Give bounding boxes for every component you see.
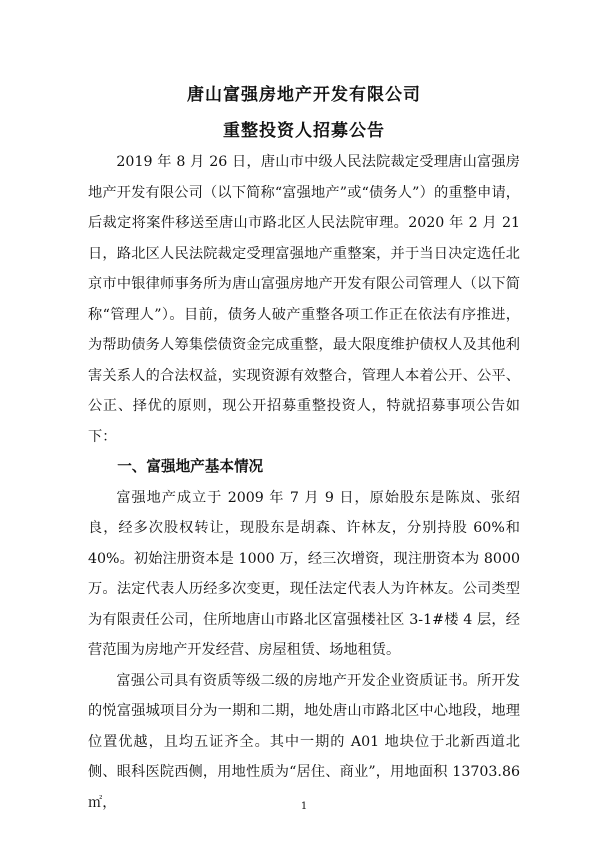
paragraph-qualification: 富强公司具有资质等级二级的房地产开发企业资质证书。所开发的悦富强城项目分为一期和二期，地处唐山市路北区中心地段，地理位置优越，且均五证齐全。其中一期的 A01 地块位于北新西道北侧、眼科医院西侧，用地性质为“居住、商业”，用地面积 13703.86 ㎡，	[88, 672, 520, 811]
document-body	[88, 147, 520, 818]
paragraph-intro: 2019 年 8 月 26 日，唐山市中级人民法院裁定受理唐山富强房地产开发有限公司（以下简称“富强地产”或“债务人”）的重整申请，后裁定将案件移送至唐山市路北区人民法院审理。2020 年 2 月 21 日，路北区人民法院裁定受理富强地产重整案，并于当日决定选任北京市中银律师事务所为唐山富强房地产开发有限公司管理人（以下简称“管理人”）。目前，债务人破产重整各项工作正在依法有序推进，为帮助债务人筹集偿债资金完成重整，最大限度维护债权人及其他利害关系人的合法权益，实现资源有效整合，管理人本着公开、公平、公正、择优的原则，现公开招募重整投资人，特就招募事项公告如下：	[88, 154, 520, 445]
document-title-notice: 重整投资人招募公告	[223, 121, 385, 141]
section-heading-basic-info: 一、富强地产基本情况	[117, 458, 264, 475]
page-number: 1	[300, 801, 308, 812]
paragraph-company-info: 富强地产成立于 2009 年 7 月 9 日，原始股东是陈岚、张绍良，经多次股权转让，现股东是胡森、许林友，分别持股 60%和 40%。初始注册资本是 1000 万，经三次增资，现注册资本为 8000 万。法定代表人历经多次变更，现任法定代表人为许林友。公司类型为有限责任公司，住所地唐山市路北区富强楼社区 3-1#楼 4 层，经营范围为房地产开发经营、房屋租赁、场地租赁。	[88, 489, 520, 658]
document-title-company: 唐山富强房地产开发有限公司	[187, 85, 421, 105]
